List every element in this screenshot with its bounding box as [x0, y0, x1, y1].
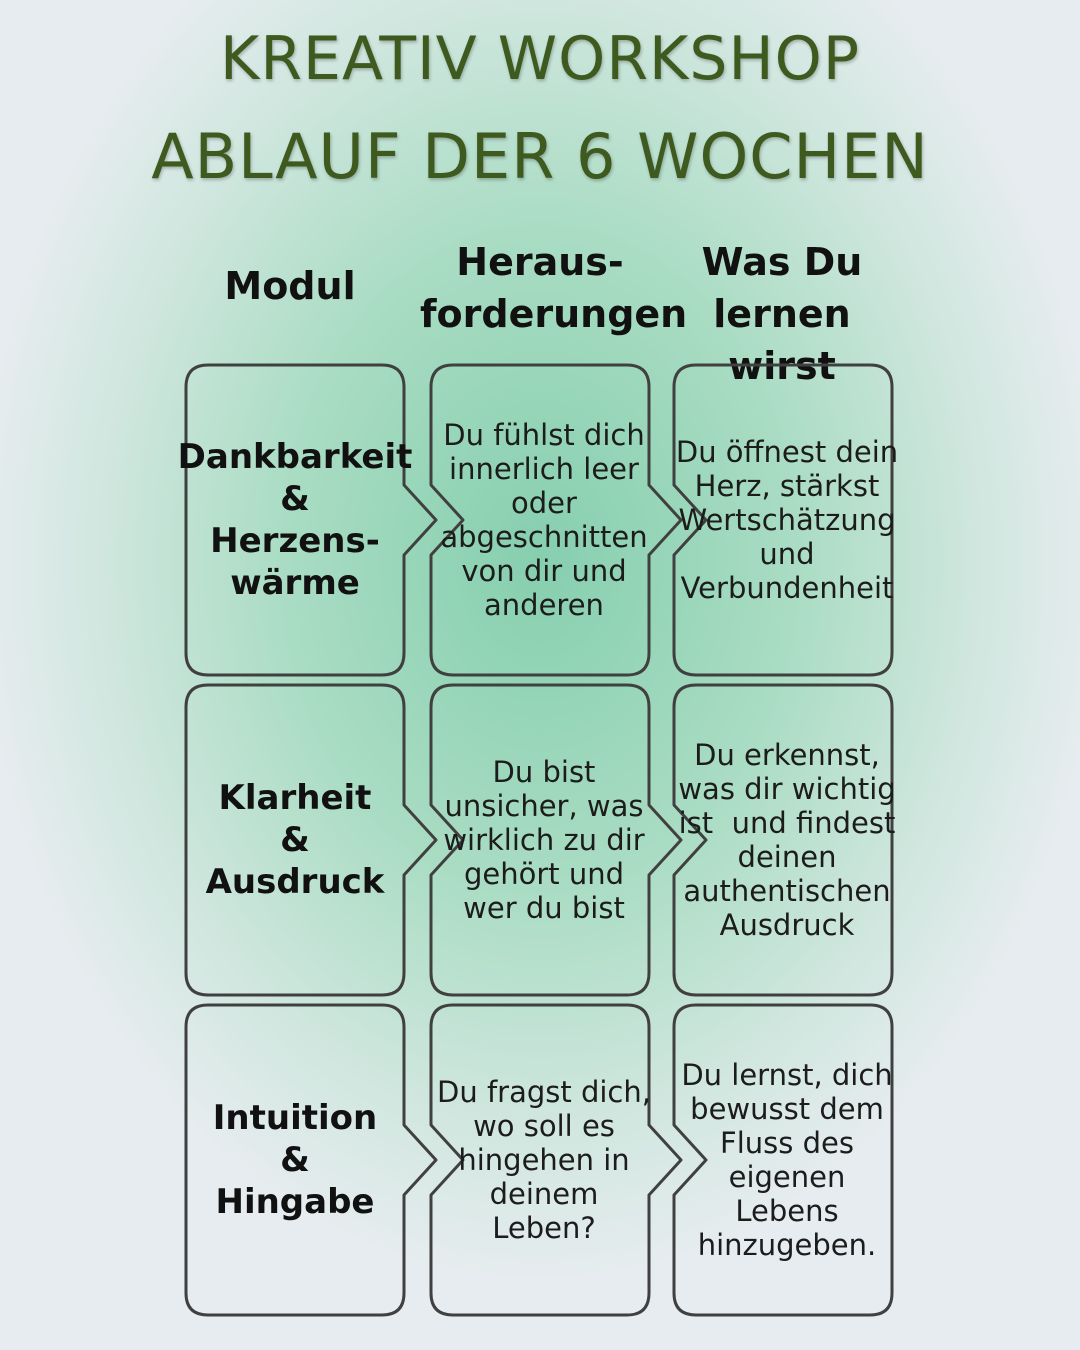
- challenge-cell-text: [440, 418, 647, 622]
- text-line: Du fragst dich,: [437, 1075, 651, 1109]
- text-line: Ausdruck: [719, 908, 855, 942]
- text-line: Herzens-: [210, 521, 380, 561]
- text-line: bewusst dem: [690, 1092, 884, 1126]
- text-line: &: [280, 820, 310, 860]
- text-line: hingehen in: [458, 1143, 630, 1177]
- text-line: Lebens: [735, 1194, 839, 1228]
- header-learn-line-1: Was Du: [701, 240, 863, 284]
- text-line: von dir und: [461, 554, 627, 588]
- header-challenges-line-1: Heraus-: [456, 240, 624, 284]
- module-cell-row3: [186, 1005, 404, 1315]
- challenge-cell-text: [437, 1075, 651, 1245]
- title-line-1: KREATIV WORKSHOP: [220, 24, 860, 94]
- text-line: oder: [511, 486, 577, 520]
- module-cell-text: [206, 777, 385, 903]
- text-line: Verbundenheit: [680, 571, 894, 605]
- text-line: wärme: [230, 563, 360, 603]
- header-modul: Modul: [224, 264, 356, 308]
- learn-cell-text: [681, 1058, 892, 1262]
- text-line: wirklich zu dir: [443, 823, 645, 857]
- challenge-cell-row2: [439, 685, 649, 995]
- challenge-cell-text: [443, 755, 644, 925]
- text-line: unsicher, was: [444, 789, 644, 823]
- text-line: Intuition: [212, 1098, 378, 1138]
- learn-cell-row3: [682, 1005, 892, 1315]
- module-cell-text: [178, 436, 413, 604]
- module-cell-text: [213, 1097, 377, 1223]
- text-line: anderen: [484, 588, 604, 622]
- text-line: Hingabe: [215, 1182, 375, 1222]
- text-line: wer du bist: [463, 891, 625, 925]
- challenge-cell-row3: [439, 1005, 649, 1315]
- text-line: Leben?: [492, 1211, 596, 1245]
- text-line: Du lernst, dich: [681, 1058, 893, 1092]
- text-line: innerlich leer: [449, 452, 639, 486]
- text-line: Du bist: [492, 755, 596, 789]
- text-line: ist und findest: [678, 806, 896, 840]
- header-learn-line-2: lernen wirst: [713, 292, 851, 388]
- module-cell-row1: [177, 365, 413, 675]
- text-line: gehört und: [463, 857, 625, 891]
- text-line: Du fühlst dich: [443, 418, 645, 452]
- text-line: deinem: [489, 1177, 599, 1211]
- learn-cell-text: [676, 435, 898, 605]
- text-line: Klarheit: [218, 778, 372, 818]
- text-line: hinzugeben.: [697, 1228, 877, 1262]
- text-line: abgeschnitten: [440, 520, 648, 554]
- text-line: Du öffnest dein: [675, 435, 899, 469]
- text-line: Wertschätzung: [678, 503, 896, 537]
- learn-cell-row2: [678, 685, 896, 995]
- challenge-cell-row1: [439, 365, 649, 675]
- text-line: deinen: [737, 840, 837, 874]
- text-line: Fluss des: [720, 1126, 854, 1160]
- title-line-2: ABLAUF DER 6 WOCHEN: [151, 120, 929, 193]
- learn-cell-row1: [675, 365, 899, 675]
- text-line: &: [280, 479, 310, 519]
- text-line: und: [759, 537, 815, 571]
- header-challenges-line-2: forderungen: [420, 292, 688, 336]
- module-cell-row2: [186, 685, 404, 995]
- text-line: eigenen: [728, 1160, 846, 1194]
- text-line: was dir wichtig: [678, 772, 896, 806]
- text-line: Dankbarkeit: [177, 437, 413, 477]
- text-line: Herz, stärkst: [694, 469, 880, 503]
- text-line: Du erkennst,: [694, 738, 880, 772]
- text-line: authentischen: [683, 874, 891, 908]
- learn-cell-text: [678, 738, 895, 942]
- text-line: &: [280, 1140, 310, 1180]
- text-line: Ausdruck: [205, 862, 385, 902]
- text-line: wo soll es: [473, 1109, 615, 1143]
